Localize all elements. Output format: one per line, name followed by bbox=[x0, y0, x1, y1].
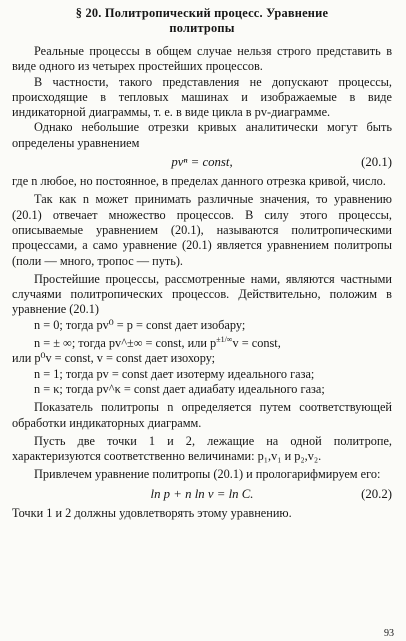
case-isochore-part2: v = const, bbox=[232, 336, 281, 351]
case-adiabat: n = κ; тогда pv^κ = const дает адиабату идеального газа; bbox=[34, 381, 325, 396]
case-isochore-line2: или p⁰v = const, v = const дает изохору; bbox=[12, 351, 216, 366]
case-isobar: n = 0; тогда pv⁰ = p = const дает изобару; bbox=[34, 317, 246, 332]
page-number: 93 bbox=[384, 628, 394, 639]
paragraph-n-any: где n любое, но постоянное, в пределах данного отрезка кривой, число. bbox=[12, 174, 386, 189]
section-title bbox=[12, 6, 392, 35]
paragraph-intro: Реальные процессы в общем случае нельзя строго представить в виде одного из четырех простейших процессов. bbox=[12, 44, 392, 74]
paragraph-two-points: Пусть две точки 1 и 2, лежащие на одной политропе, характеризуются соответственно величинами: p₁,v₁ и p₂,v₂. bbox=[12, 433, 392, 464]
equation-20-1-number: (20.1) bbox=[361, 155, 392, 170]
paragraph-special-cases: Простейшие процессы, рассмотренные нами, являются частными случаями политропических процессов. Действительно, положим в уравнение (20.1) bbox=[12, 271, 392, 317]
case-isochore-line1 bbox=[12, 336, 392, 351]
case-isotherm: n = 1; тогда pv = const дает изотерму идеального газа; bbox=[34, 366, 315, 381]
equation-20-1 bbox=[12, 153, 392, 171]
paragraph-points-satisfy: Точки 1 и 2 должны удовлетворять этому уравнению. bbox=[12, 505, 292, 520]
paragraph-indicator-diagram: В частности, такого представления не допускают процессы, происходящие в тепловых машинах и изображаемые в виде индикаторной диаграммы, т. е. в виде цикла в pv-диаграмме. bbox=[12, 74, 392, 120]
section-title-line1: § 20. Политропический процесс. Уравнение bbox=[75, 6, 329, 20]
equation-20-2-number: (20.2) bbox=[361, 486, 392, 501]
equation-20-2 bbox=[12, 485, 392, 503]
case-isochore-exponent: ±1/∞ bbox=[216, 335, 233, 345]
paragraph-polytropic-definition: Так как n может принимать различные значения, то уравнению (20.1) отвечает множество процессов. В силу этого процессы, описываемые уравнением (20.1), называются политропическими процессами, а само уравнение (20.1) является уравнением политропы (поли — много, тропос — путь). bbox=[12, 192, 392, 268]
paragraph-small-segments: Однако небольшие отрезки кривых аналитически могут быть определены уравнением bbox=[12, 120, 392, 150]
case-isochore-part1: n = ± ∞; тогда pv^±∞ = const, или p bbox=[34, 336, 217, 351]
paragraph-logarithm: Привлечем уравнение политропы (20.1) и прологарифмируем его: bbox=[34, 467, 381, 482]
equation-20-1-text: pvⁿ = const, bbox=[171, 155, 233, 170]
paragraph-exponent-determination: Показатель политропы n определяется путем соответствующей обработки индикаторных диаграмм. bbox=[12, 400, 392, 430]
equation-20-2-text: ln p + n ln v = ln C. bbox=[150, 486, 254, 501]
section-title-line2: политропы bbox=[169, 20, 235, 35]
